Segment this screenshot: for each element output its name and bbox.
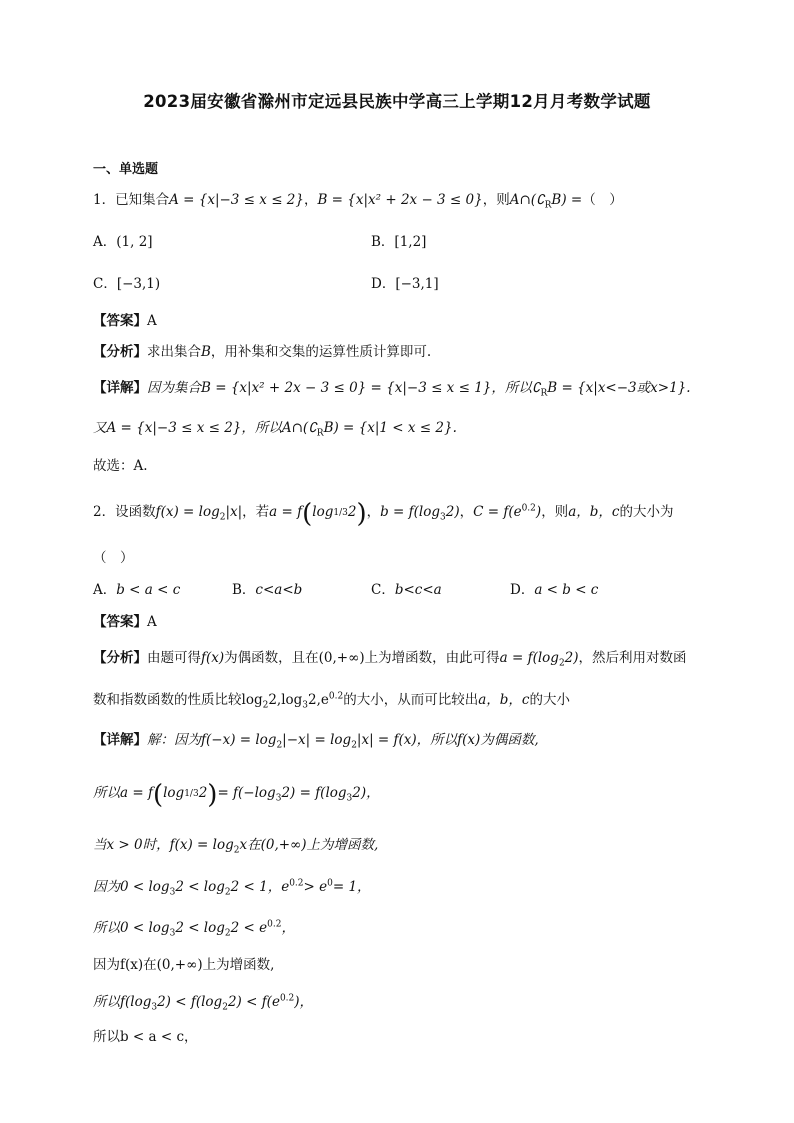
q2-b-def: b = f(log (380, 504, 440, 520)
q2-detail-4-sup2: 0 (327, 878, 333, 889)
q1-expr-sub: R (544, 200, 552, 211)
q2-detail-2b: = f(−log (217, 785, 276, 801)
q2-c-end: ) (535, 504, 542, 520)
q2-detail-7b: 2) < f(log (157, 994, 223, 1010)
q2-detail-4d: > e (303, 879, 328, 895)
q2-detail-1-end: |x| = f(x)，所以f(x)为偶函数, (356, 732, 539, 748)
q2-option-d (510, 580, 598, 600)
q2-detail-5a: 所以0 < log (93, 920, 170, 936)
q2-analysis-line2 (93, 690, 570, 710)
q2-detail-line5 (93, 918, 295, 938)
q1-choose: 故选：A. (93, 458, 148, 474)
q2-detail-2-arg: 2 (198, 785, 208, 801)
q2-detail-5c: 2 < e (230, 920, 268, 936)
q2-detail-line6: 因为f(x)在(0,+∞)上为增函数, (93, 957, 275, 973)
q1-option-a (93, 232, 153, 252)
q2-analysis-line1 (93, 648, 687, 668)
q2-detail-2-log: log (163, 785, 185, 801)
q2-option-c (371, 580, 442, 600)
q1-detail-1: 因为集合B = {x|x² + 2x − 3 ≤ 0} = {x|−3 ≤ x ≤ 1}，所以∁ (147, 380, 541, 396)
q2-stem-b: ，若 (242, 504, 270, 520)
q2-detail-5-sup: 0.2 (267, 919, 282, 930)
q2-detail-5-sub1: 3 (169, 928, 176, 939)
q2-b-sub: 3 (440, 512, 446, 523)
q2-analysis-2a: 数和指数函数的性质比较log (93, 692, 263, 708)
q2-detail-2c-sub: 3 (346, 793, 353, 804)
page-title: 2023届安徽省滁州市定远县民族中学高三上学期12月月考数学试题 (143, 92, 651, 111)
q2-func-sub: 2 (219, 512, 226, 523)
q2-a-base: 1/3 (333, 507, 348, 518)
q1-option-c-value: [−3,1) (116, 276, 161, 292)
q1-analysis-tag: 【分析】 (93, 344, 147, 360)
q2-option-c-value: b<c<a (394, 582, 442, 598)
q2-detail-3-sub: 2 (233, 845, 240, 856)
q2-detail-1-mid: |−x| = log (282, 732, 352, 748)
q2-analysis-tag: 【分析】 (93, 650, 147, 666)
q1-analysis (93, 342, 431, 362)
q1-answer-value: A (147, 313, 157, 329)
q2-detail-2-lparen: ( (152, 780, 164, 810)
q2-detail-5d: ， (281, 920, 295, 936)
q2-detail-1-sub: 2 (276, 740, 283, 751)
q2-a-def: a = f (269, 504, 303, 520)
q2-option-a-label: A． (93, 582, 117, 598)
q2-paren: （ ） (93, 550, 134, 566)
q2-detail-line1 (93, 730, 539, 750)
q2-option-b-value: c<a<b (255, 582, 303, 598)
section-heading: 一、单选题 (93, 162, 159, 177)
q2-analysis-1a: 由题可得 (147, 650, 201, 666)
q2-detail-line2 (93, 780, 380, 810)
q2-analysis-1c-sub: 2 (558, 658, 565, 669)
q2-option-b-label: B． (232, 582, 256, 598)
q2-detail-4-sub2: 2 (224, 887, 231, 898)
q2-stem-c: ， (366, 504, 381, 520)
q2-detail-4a: 因为0 < log (93, 879, 170, 895)
q1-stem (93, 190, 623, 210)
q2-detail-7-sup: 0.2 (279, 993, 295, 1004)
q2-c-sup: 0.2 (521, 503, 536, 514)
q2-answer-value: A (147, 614, 157, 630)
q2-func: f(x) = log (155, 504, 220, 520)
q2-detail-4-sub1: 3 (169, 887, 176, 898)
q2-detail-line7 (93, 992, 313, 1012)
q2-analysis-2b-sub: 3 (302, 700, 309, 711)
q2-a-arg: 2 (347, 504, 357, 520)
q2-detail-7c: 2) < f(e (227, 994, 280, 1010)
q2-detail-line8: 所以b < a < c， (93, 1029, 198, 1045)
q1-stem-a: 1．已知集合 (93, 192, 170, 208)
q2-detail-2b-sub: 3 (275, 793, 282, 804)
q1-answer (93, 311, 157, 331)
q2-detail-1: 解：因为f(−x) = log (147, 732, 277, 748)
q2-detail-2a: 所以a = f (93, 785, 153, 801)
q2-analysis-2f: 的大小 (529, 692, 570, 708)
q2-a-rparen: ) (356, 499, 367, 529)
q1-option-b (371, 232, 426, 252)
q2-stem-e: ，则 (541, 504, 569, 520)
q2-a-log: log (312, 504, 334, 520)
q1-detail-line1 (93, 378, 691, 398)
q2-detail-7-sub2: 2 (222, 1002, 228, 1013)
q2-option-a (93, 580, 180, 600)
q2-detail-4-sup: 0.2 (289, 878, 304, 889)
q1-expr: A∩(∁ (509, 192, 545, 208)
q2-detail-3b: x在(0,+∞)上为增函数, (239, 837, 379, 853)
q2-detail-tag: 【详解】 (93, 732, 147, 748)
q2-detail-7a: 所以f(log (93, 994, 152, 1010)
q1-detail-tag: 【详解】 (93, 380, 147, 396)
q2-detail-4c: 2 < 1，e (230, 879, 290, 895)
q2-stem-a: 2．设函数 (93, 504, 156, 520)
q2-detail-2d: 2)， (352, 785, 380, 801)
q1-stem-c: ，则 (482, 192, 510, 208)
q1-detail-line2 (93, 418, 457, 438)
q1-option-b-value: [1,2] (394, 234, 427, 250)
q2-c-def: C = f(e (473, 504, 522, 520)
q1-set-a: A = {x|−3 ≤ x ≤ 2} (169, 192, 304, 208)
q2-analysis-2d: 的大小，从而可比较出 (343, 692, 479, 708)
q1-detail-2-end: B) = {x|1 < x ≤ 2}. (323, 420, 457, 436)
q2-analysis-2c-sup: 0.2 (328, 691, 344, 702)
q2-detail-line4 (93, 877, 371, 897)
q2-stem-f: 的大小为 (619, 504, 674, 520)
q1-stem-b: ， (303, 192, 318, 208)
q1-detail-1-end: B = {x|x<−3或x>1}. (547, 380, 691, 396)
q2-detail-4b: 2 < log (175, 879, 225, 895)
q2-analysis-2c: 2,e (308, 692, 329, 708)
q2-stem (93, 499, 674, 529)
q1-option-a-label: A． (93, 234, 117, 250)
q1-expr-end: B) = (551, 192, 583, 208)
q2-detail-3a: 当x > 0时，f(x) = log (93, 837, 234, 853)
q2-option-d-label: D． (510, 582, 535, 598)
q2-stem-d: ， (459, 504, 474, 520)
q2-detail-7d: )， (294, 994, 314, 1010)
q1-analysis-text-a: 求出集合 (147, 344, 201, 360)
q2-option-b (232, 580, 302, 600)
q2-func-end: |x| (225, 504, 243, 520)
q2-analysis-2a-sub: 2 (262, 700, 269, 711)
q2-detail-2c: 2) = f(log (281, 785, 347, 801)
q1-answer-tag: 【答案】 (93, 313, 147, 329)
q1-analysis-text-b: ，用补集和交集的运算性质计算即可. (210, 344, 432, 360)
q2-detail-2-base: 1/3 (184, 788, 199, 799)
q2-analysis-2e: a，b，c (478, 692, 530, 708)
q2-answer (93, 612, 157, 632)
q1-paren: （ ） (582, 192, 623, 208)
q2-option-c-label: C． (371, 582, 395, 598)
q1-option-d (371, 274, 439, 294)
q2-analysis-1d: ，然后利用对数函 (578, 650, 687, 666)
q2-detail-line3 (93, 835, 378, 855)
q2-detail-4e: = 1， (332, 879, 371, 895)
q1-detail-2-sub: R (316, 428, 324, 439)
q2-detail-5b: 2 < log (175, 920, 225, 936)
q2-option-d-value: a < b < c (534, 582, 599, 598)
q1-option-d-value: [−3,1] (395, 276, 439, 292)
q2-analysis-2b: 2,log (268, 692, 303, 708)
q2-analysis-1c: a = f(log (499, 650, 559, 666)
q2-analysis-1c-end: 2) (564, 650, 579, 666)
q2-vars: a，b，c (568, 504, 620, 520)
q2-analysis-1f: f(x) (201, 650, 225, 666)
q1-detail-2: 又A = {x|−3 ≤ x ≤ 2}，所以A∩(∁ (93, 420, 317, 436)
q1-option-a-value: (1, 2] (116, 234, 153, 250)
q1-detail-1-sub: R (540, 388, 548, 399)
q1-option-b-label: B． (371, 234, 395, 250)
q2-detail-5-sub2: 2 (224, 928, 231, 939)
q2-detail-2-rparen: ) (207, 780, 218, 810)
q1-set-b: B = {x|x² + 2x − 3 ≤ 0} (317, 192, 483, 208)
q2-answer-tag: 【答案】 (93, 614, 147, 630)
q2-detail-7-sub1: 3 (151, 1002, 158, 1013)
q2-b-end: 2) (445, 504, 460, 520)
q2-a-lparen: ( (302, 499, 313, 529)
q2-detail-1-sub2: 2 (351, 740, 357, 751)
q1-analysis-var: B (201, 344, 211, 360)
q1-option-c-label: C． (93, 276, 117, 292)
q2-analysis-1b: 为偶函数，且在(0,+∞)上为增函数，由此可得 (224, 650, 500, 666)
q2-option-a-value: b < a < c (116, 582, 181, 598)
q1-option-c (93, 274, 160, 294)
q1-option-d-label: D． (371, 276, 396, 292)
